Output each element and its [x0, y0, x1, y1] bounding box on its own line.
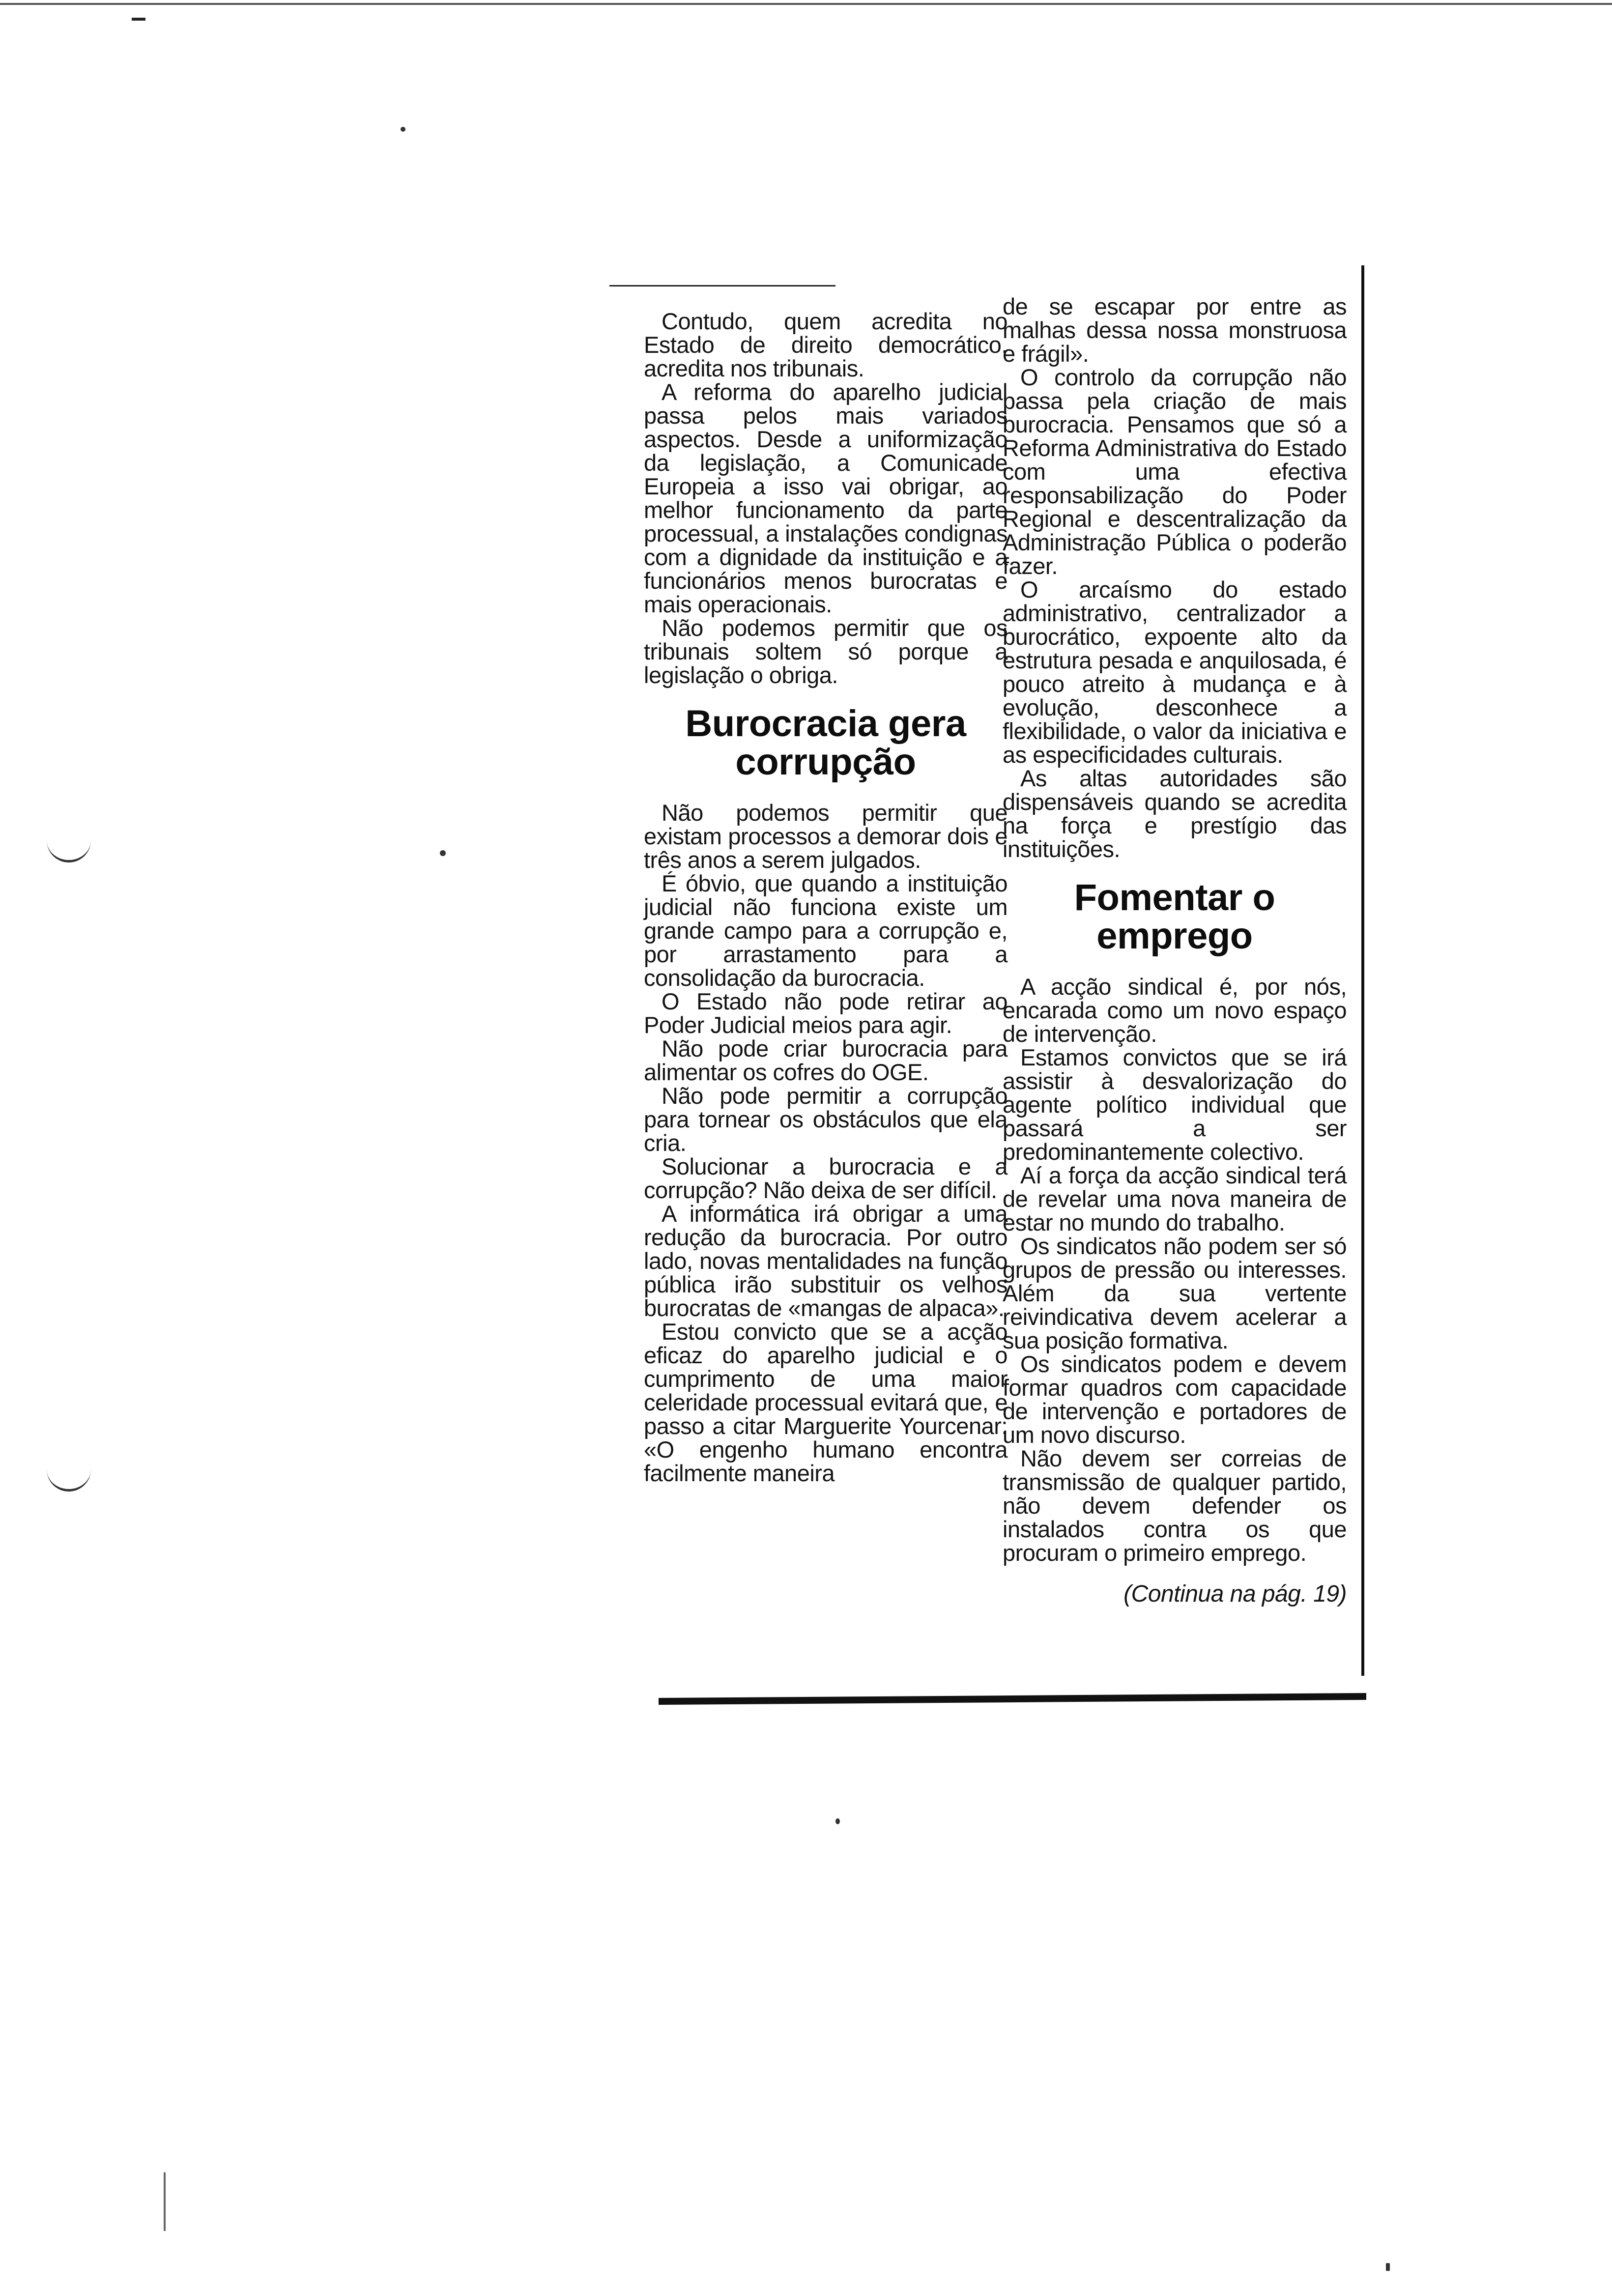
speck	[835, 1818, 840, 1824]
paragraph: A acção sindical é, por nós, encarada como um novo espaço de intervenção.	[1003, 974, 1347, 1047]
clipping-bottom-rule	[659, 1693, 1366, 1705]
newspaper-clipping	[609, 275, 1425, 1715]
paragraph: Solucionar a burocracia e a corrupção? Não deixa de ser difícil.	[644, 1153, 1008, 1203]
speck	[401, 127, 405, 132]
paragraph: Não pode permitir a corrupção para tornear os obstáculos que ela cria.	[644, 1083, 1008, 1156]
paragraph: A reforma do aparelho judicial passa pelos mais variados aspectos. Desde a uniformização da legislação, a Comunicade Europeia a isso vai obrigar, ao melhor funcionamento da parte processual, a instalações condignas com a dignidade da instituição e a funcionários menos burocratas e mais operacionais.	[644, 379, 1008, 617]
subheading-fomentar: Fomentar o emprego	[1074, 877, 1275, 957]
right-column	[1003, 295, 1347, 1606]
paragraph: Estamos convictos que se irá assistir à desvalorização do agente político individual que passará a ser predominantemente colectivo.	[1003, 1044, 1347, 1165]
scan-streak	[164, 2172, 166, 2231]
paragraph: Não devem ser correias de transmissão de qualquer partido, não devem defender os instalados contra os que procuram o primeiro emprego.	[1003, 1445, 1347, 1566]
continuation-note: (Continua na pág. 19)	[1123, 1581, 1347, 1607]
paragraph: Os sindicatos podem e devem formar quadros com capacidade de intervenção e portadores de um novo discurso.	[1003, 1351, 1347, 1448]
paragraph: Não pode criar burocracia para alimentar os cofres do OGE.	[644, 1035, 1008, 1085]
subheading-burocracia: Burocracia gera corrupção	[685, 703, 966, 783]
paragraph: Estou convicto que se a acção eficaz do aparelho judicial e o cumprimento de uma maior celeridade processual evitará que, e passo a citar Marguerite Yourcenar: «O engenho humano encontra facilmente maneira	[644, 1319, 1008, 1486]
paragraph: Não podemos permitir que existam processos a demorar dois e três anos a serem julgados.	[644, 800, 1008, 873]
paragraph: As altas autoridades são dispensáveis quando se acredita na força e prestígio das instituições.	[1003, 765, 1347, 862]
paragraph: Contudo, quem acredita no Estado de direito democrático, acredita nos tribunais.	[644, 308, 1008, 381]
paragraph: O controlo da corrupção não passa pela criação de mais burocracia. Pensamos que só a Reforma Administrativa do Estado com uma efectiva responsabilização do Poder Regional e descentralização da Administração Pública o poderão fazer.	[1003, 364, 1347, 579]
paragraph: O Estado não pode retirar ao Poder Judicial meios para agir.	[644, 988, 1008, 1038]
paragraph: Aí a força da acção sindical terá de revelar uma nova maneira de estar no mundo do trabalho.	[1003, 1162, 1347, 1235]
paragraph: A informática irá obrigar a uma redução da burocracia. Por outro lado, novas mentalidades na função pública irão substituir os velhos burocratas de «mangas de alpaca».	[644, 1201, 1008, 1321]
paragraph: Os sindicatos não podem ser só grupos de pressão ou interesses. Além da sua vertente reivindicativa devem acelerar a sua posição formativa.	[1003, 1233, 1347, 1353]
paragraph: de se escapar por entre as malhas dessa nossa monstruosa e frágil».	[1003, 293, 1347, 367]
clipping-top-rule	[609, 285, 835, 287]
paragraph: É óbvio, que quando a instituição judicial não funciona existe um grande campo para a corrupção e, por arrastamento para a consolidação da burocracia.	[644, 870, 1008, 991]
scan-top-edge-line	[0, 3, 1612, 5]
paragraph: Não podemos permitir que os tribunais soltem só porque a legislação o obriga.	[644, 615, 1008, 688]
punch-hole-mark	[47, 1469, 91, 1492]
scan-mark	[132, 18, 145, 21]
speck	[440, 850, 446, 856]
left-column	[644, 310, 1008, 1485]
speck	[1386, 2263, 1390, 2271]
paragraph: O arcaísmo do estado administrativo, centralizador a burocrático, expoente alto da estrutura pesada e anquilosada, é pouco atreito à mudança e à evolução, desconhece a flexibilidade, o valor da iniciativa e as especificidades culturais.	[1003, 576, 1347, 768]
punch-hole-mark	[47, 840, 91, 862]
clipping-right-rule	[1361, 265, 1364, 1676]
